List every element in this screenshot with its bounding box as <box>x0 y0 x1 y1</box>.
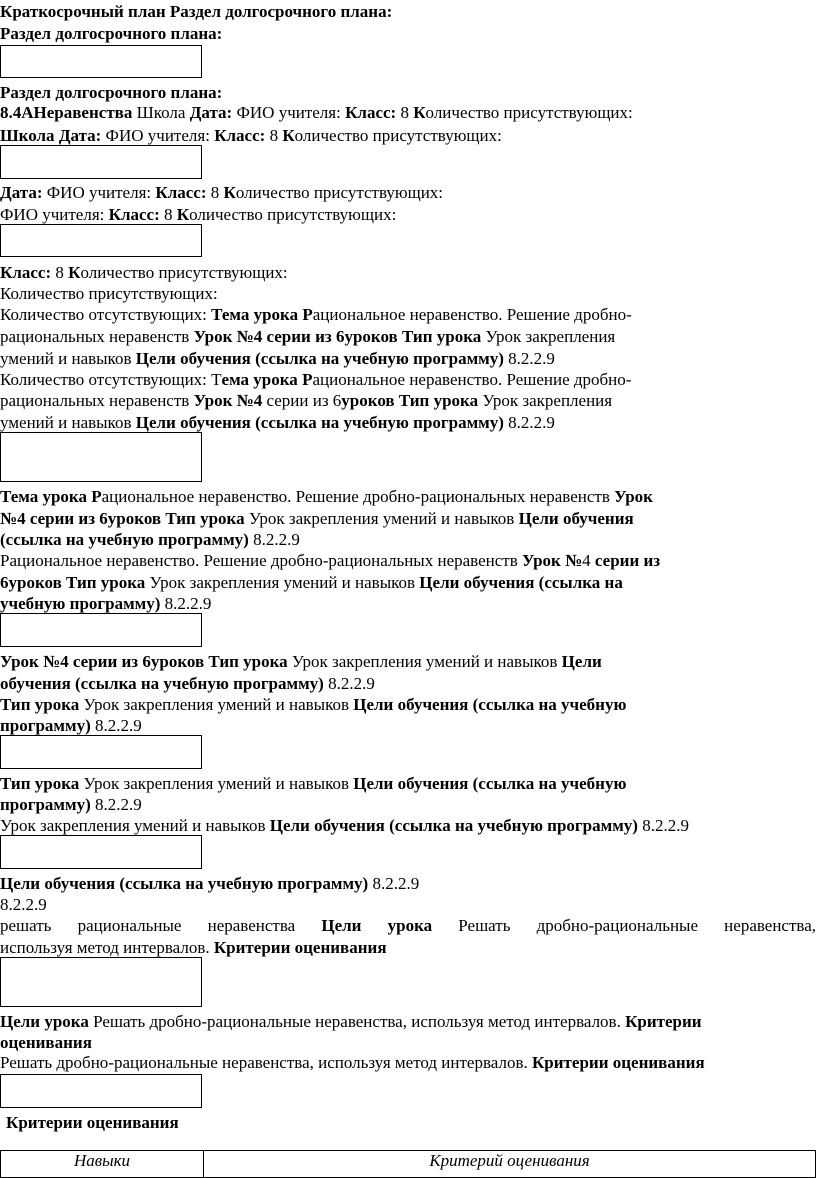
lesson-info-line: Рациональное неравенство. Решение дробно-рациональных неравенств Урок №4 серии из <box>0 551 661 570</box>
objectives-label: Цели <box>561 652 602 671</box>
section-line <box>0 24 816 44</box>
lesson-goal-value: Решать дробно-рациональные неравенства, используя метод интервалов. <box>0 1053 528 1072</box>
lesson-type-label: Тип урока <box>398 391 479 410</box>
class-label: Класс: <box>108 205 160 224</box>
objectives-label: Цели обучения (ссылка на учебную программу) <box>269 816 638 835</box>
objectives-value: 8.2.2.9 <box>323 674 375 693</box>
criteria-label: Критерии оценивания <box>213 938 387 957</box>
class-value: 8 <box>206 183 220 202</box>
objectives-label: Цели обучения (ссылка на учебную программу) <box>0 874 369 893</box>
lesson-info-line: Количество отсутствующих: Тема урока Рациональное неравенство. Решение дробно- <box>0 305 632 324</box>
header-fields-line: Дата: ФИО учителя: Класс: 8 Количество присутствующих: <box>0 183 444 202</box>
header-fields-line: Класс: 8 Количество присутствующих: <box>0 263 288 282</box>
header-fields-line: Школа Дата: ФИО учителя: Класс: 8 Количество присутствующих: <box>0 126 502 145</box>
date-label: Дата: <box>189 103 233 122</box>
class-value: 8 <box>396 103 409 122</box>
date-label: Дата: <box>0 183 43 202</box>
image-placeholder <box>0 45 202 78</box>
absent-label: Количество отсутствующих: <box>0 370 207 389</box>
section-value: 8.4АНеравенства <box>0 103 133 122</box>
objectives-value: 8.2.2.9 <box>503 413 555 432</box>
section-label: Раздел долгосрочного плана: <box>0 24 223 43</box>
image-placeholder <box>0 735 202 769</box>
school-label: Школа <box>0 126 55 145</box>
objectives-value: 8.2.2.9 <box>368 874 420 893</box>
lesson-type-label: Тип урока <box>66 573 146 592</box>
lesson-goal-value: Решать дробно-рациональные неравенства, <box>432 916 816 935</box>
image-placeholder <box>0 432 202 482</box>
image-placeholder <box>0 145 202 179</box>
objectives-label: Цели обучения <box>518 509 634 528</box>
lesson-type-value: Урок закрепления умений и навыков <box>287 652 558 671</box>
header-fields-line: 8.4АНеравенства Школа Дата: ФИО учителя: Класс: 8 Количество присутствующих: <box>0 103 633 122</box>
present-label: оличество присутствующих: <box>189 205 397 224</box>
objectives-label: Цели обучения (ссылка на учебную программу) <box>135 349 504 368</box>
objectives-label: Цели обучения (ссылка на учебную программу) <box>135 413 504 432</box>
lesson-type-label: Тип урока <box>208 652 288 671</box>
topic-value: Рациональное неравенство. Решение дробно-рациональных неравенств <box>0 551 518 570</box>
image-placeholder <box>0 957 202 1007</box>
objectives-value: 8.2.2.9 <box>90 795 142 814</box>
objectives-label: Цели обучения (ссылка на учебную <box>353 695 627 714</box>
class-value: 8 <box>159 205 173 224</box>
teacher-label: ФИО учителя: <box>232 103 341 122</box>
lesson-type-value: Урок закрепления умений и навыков <box>79 774 349 793</box>
section-heading: Раздел долгосрочного плана: <box>0 83 223 102</box>
present-label: оличество присутствующих: <box>235 183 444 202</box>
class-label: Класс: <box>155 183 207 202</box>
lesson-info-line <box>0 695 816 715</box>
lesson-type-value: Урок закрепления умений и навыков <box>244 509 515 528</box>
objectives-value: 8.2.2.9 <box>90 716 142 735</box>
lesson-info-line: умений и навыков Цели обучения (ссылка на учебную программу) 8.2.2.9 <box>0 349 555 368</box>
plan-title: Краткосрочный план <box>0 2 166 21</box>
lesson-info-line <box>0 652 816 672</box>
objectives-value: 8.2.2.9 <box>503 349 555 368</box>
criteria-label: Критерии оценивания <box>6 1113 179 1132</box>
header-fields-line: ФИО учителя: Класс: 8 Количество присутствующих: <box>0 205 397 224</box>
goal-line <box>0 1012 816 1032</box>
lesson-number: №4 серии из 6уроков <box>0 509 162 528</box>
present-line: Количество присутствующих: <box>0 284 218 303</box>
lesson-goal-value: Решать дробно-рациональные неравенства, используя метод интервалов. <box>88 1012 621 1031</box>
goal-line <box>0 1053 816 1073</box>
plan-title-line <box>0 2 816 22</box>
present-label: оличество присутствующих: <box>80 263 288 282</box>
date-label: Дата: <box>58 126 102 145</box>
lesson-type-value: Урок закрепления умений и навыков <box>145 573 416 592</box>
lesson-info-line: программу) 8.2.2.9 <box>0 795 142 814</box>
lesson-info-line: рациональных неравенств Урок №4 серии из 6уроков Тип урока Урок закрепления <box>0 327 616 346</box>
class-label: Класс: <box>345 103 397 122</box>
lesson-goal-label: Цели урока <box>321 916 433 935</box>
lesson-info-line <box>0 509 816 529</box>
topic-value: ациональное неравенство. Решение дробно- <box>312 370 632 389</box>
objectives-label: Цели обучения (ссылка на <box>419 573 623 592</box>
topic-value: ациональное неравенство. Решение дробно- <box>312 305 632 324</box>
lesson-type-label: Тип урока <box>401 327 482 346</box>
class-value: 8 <box>265 126 279 145</box>
lesson-info-line <box>0 774 816 794</box>
image-placeholder <box>0 835 202 869</box>
lesson-goal-label: Цели урока <box>0 1012 89 1031</box>
lesson-info-line: обучения (ссылка на учебную программу) 8.2.2.9 <box>0 674 375 693</box>
lesson-info-line: Количество отсутствующих: Тема урока Рациональное неравенство. Решение дробно- <box>0 370 632 389</box>
table-header-criteria: Критерий оценивания <box>204 1151 816 1178</box>
topic-label: ема урока <box>221 370 298 389</box>
lesson-info-line <box>0 816 816 836</box>
objectives-label: Цели обучения (ссылка на учебную <box>353 774 627 793</box>
class-value: 8 <box>51 263 64 282</box>
lesson-type-label: Тип урока <box>0 695 80 714</box>
lesson-type-label: Тип урока <box>0 774 80 793</box>
criteria-label: Критерии оценивания <box>531 1053 705 1072</box>
criteria-heading <box>6 1113 816 1133</box>
lesson-info-line: 6уроков Тип урока Урок закрепления умений и навыков Цели обучения (ссылка на <box>0 573 623 592</box>
goal-line: используя метод интервалов. Критерии оценивания <box>0 938 387 957</box>
objectives-value: 8.2.2.9 <box>637 816 689 835</box>
lesson-info-line: умений и навыков Цели обучения (ссылка на учебную программу) 8.2.2.9 <box>0 413 555 432</box>
objectives-line <box>0 874 816 894</box>
image-placeholder <box>0 613 202 647</box>
objectives-code: 8.2.2.9 <box>0 895 47 914</box>
image-placeholder <box>0 1074 202 1108</box>
lesson-type-value: Урок закрепления <box>481 327 616 346</box>
objectives-value: 8.2.2.9 <box>160 594 212 613</box>
teacher-label: ФИО учителя: <box>101 126 210 145</box>
lesson-info-line: программу) 8.2.2.9 <box>0 716 142 735</box>
table-header-skills: Навыки <box>1 1151 204 1178</box>
lesson-number: Урок №4 серии из 6уроков <box>0 652 205 671</box>
lesson-info-line: учебную программу) 8.2.2.9 <box>0 594 212 613</box>
present-label: оличество присутствующих: <box>294 126 502 145</box>
lesson-number: Урок №4 серии из 6уроков <box>193 327 398 346</box>
topic-value: ациональное неравенство. Решение дробно-рациональных неравенств <box>101 487 610 506</box>
lesson-type-label: Тип урока <box>165 509 245 528</box>
lesson-type-value: Урок закрепления умений и навыков <box>79 695 349 714</box>
teacher-label: ФИО учителя: <box>0 205 105 224</box>
topic-label: Тема урока <box>211 305 299 324</box>
table-header-row <box>1 1151 816 1178</box>
lesson-info-line: Тема урока Рациональное неравенство. Решение дробно-рациональных неравенств Урок <box>0 487 653 506</box>
goal-line: оценивания <box>0 1033 92 1052</box>
class-label: Класс: <box>0 263 52 282</box>
goal-line: решать рациональные неравенства Цели урока Решать дробно-рациональные неравенства, <box>0 916 816 935</box>
teacher-label: ФИО учителя: <box>42 183 152 202</box>
lesson-type-value: Урок закрепления умений и навыков <box>0 816 266 835</box>
lesson-info-line: (ссылка на учебную программу) 8.2.2.9 <box>0 530 300 549</box>
objectives-value: 8.2.2.9 <box>248 530 300 549</box>
criteria-label: Критерии <box>625 1012 702 1031</box>
class-label: Класс: <box>214 126 266 145</box>
absent-label: Количество отсутствующих: <box>0 305 207 324</box>
lesson-info-line: рациональных неравенств Урок №4 серии из 6уроков Тип урока Урок закрепления <box>0 391 613 410</box>
present-label: оличество присутствующих: <box>425 103 633 122</box>
lesson-type-value: Урок закрепления <box>478 391 613 410</box>
topic-label: Тема урока <box>0 487 87 506</box>
criteria-table <box>0 1150 816 1178</box>
image-placeholder <box>0 224 202 257</box>
section-label: Раздел долгосрочного плана: <box>169 2 393 21</box>
